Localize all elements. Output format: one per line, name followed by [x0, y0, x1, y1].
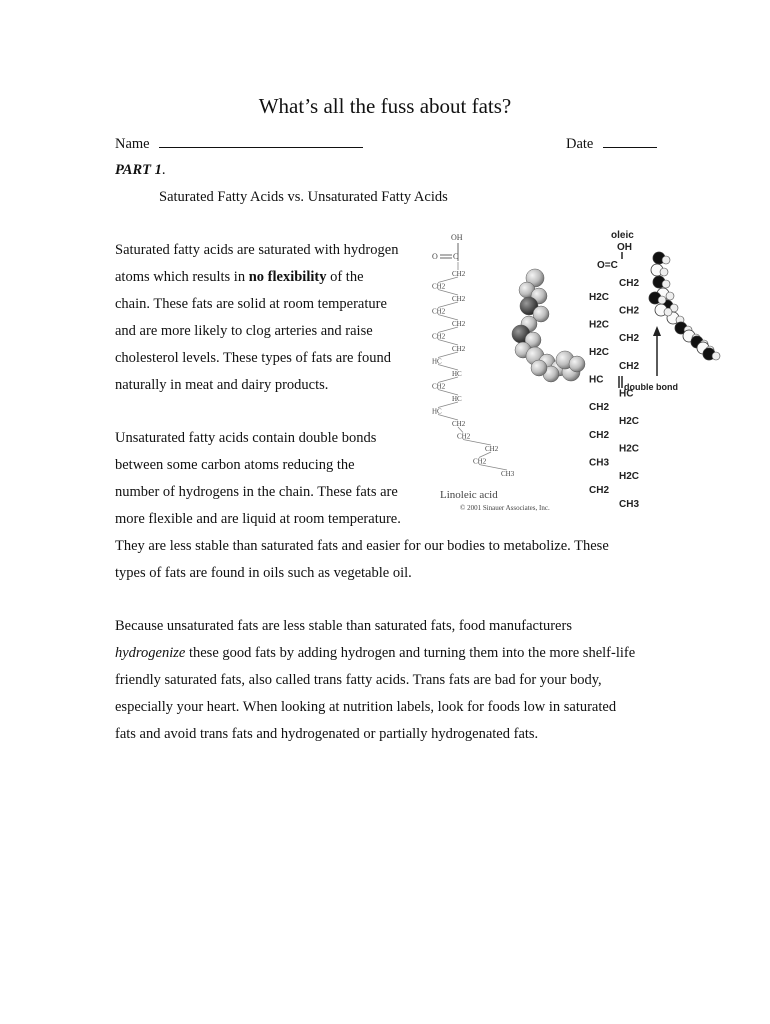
oleic-atom-label: H2C — [589, 291, 610, 303]
carbonyl-o-label: O — [432, 252, 438, 261]
oleic-atom-label: H2C — [589, 319, 610, 331]
hydrogen-sphere — [662, 280, 670, 288]
atom-label: CH2 — [485, 445, 499, 453]
section-subtitle: Saturated Fatty Acids vs. Unsaturated Fatty Acids — [159, 189, 448, 205]
oleic-carbonyl-label: O=C — [597, 260, 618, 271]
atom-sphere — [569, 356, 585, 372]
oleic-atom-label: CH2 — [589, 485, 610, 496]
para3-line: friendly saturated fats, also called trans fatty acids. Trans fats are bad for your body, — [115, 672, 602, 688]
space-filling-model-saturated — [505, 268, 590, 388]
hydrogen-sphere — [660, 268, 668, 276]
atom-label: CH2 — [452, 420, 466, 428]
chain-atom-labels — [432, 270, 515, 478]
oleic-atom-label: CH3 — [589, 457, 610, 469]
emphasis-no-flexibility: no flexibility — [248, 269, 327, 285]
oleic-atom-label: H2C — [619, 416, 640, 427]
oleic-atom-label: HC — [619, 388, 634, 400]
oleic-atom-label: CH2 — [619, 360, 640, 372]
para2-line: between some carbon atoms reducing the — [115, 457, 355, 473]
oleic-atom-label: HC — [589, 374, 604, 386]
hydrogen-sphere — [664, 308, 672, 316]
atom-label: HC — [432, 407, 442, 416]
atom-label: HC — [432, 357, 442, 366]
oleic-oh-label: OH — [617, 242, 632, 253]
hydrogen-sphere — [658, 296, 666, 304]
oh-label: OH — [451, 233, 463, 242]
atom-label: CH2 — [432, 307, 446, 316]
oleic-atom-label: CH2 — [589, 429, 610, 441]
double-bond-label: double bond — [624, 382, 678, 392]
para3-line: Because unsaturated fats are less stable than saturated fats, food manufacturers — [115, 618, 572, 634]
date-blank[interactable] — [603, 135, 657, 148]
oleic-atom-label: CH2 — [619, 333, 640, 345]
name-field — [115, 135, 363, 153]
atom-label: CH2 — [432, 382, 446, 391]
oleic-space-filling-model — [649, 252, 720, 360]
oleic-title: oleic — [611, 230, 634, 241]
atom-label: CH2 — [432, 282, 446, 291]
copyright-credit: © 2001 Sinauer Associates, Inc. — [460, 504, 550, 512]
atom-label: CH2 — [473, 457, 487, 466]
page-title: What’s all the fuss about fats? — [258, 94, 512, 118]
oleic-atom-label: CH3 — [619, 498, 640, 510]
carbon-chain — [438, 262, 507, 470]
part-label: PART 1 — [115, 162, 162, 178]
hydrogen-sphere — [662, 256, 670, 264]
arrow-head-icon — [653, 326, 661, 336]
oleic-atom-label: CH2 — [619, 278, 640, 289]
para2-line: Unsaturated fatty acids contain double bonds — [115, 430, 377, 446]
atom-label: CH2 — [452, 320, 466, 328]
para1-line: naturally in meat and dairy products. — [115, 377, 329, 393]
date-field — [566, 135, 657, 153]
atom-label: HC — [452, 395, 462, 403]
para2-line: types of fats are found in oils such as vegetable oil. — [115, 565, 412, 581]
para1-line: and are more likely to clog arteries and raise — [115, 323, 373, 339]
para2-line: They are less stable than saturated fats and easier for our bodies to metabolize. These — [115, 538, 609, 554]
atom-spheres — [512, 269, 585, 382]
atom-label: CH2 — [457, 432, 471, 441]
para1-line: Saturated fatty acids are saturated with hydrogen — [115, 242, 399, 258]
oleic-atom-label: H2C — [589, 347, 610, 358]
atom-label: CH2 — [452, 270, 466, 278]
atom-label: CH2 — [452, 345, 466, 353]
para3-line: fats and avoid trans fats and hydrogenated or partially hydrogenated fats. — [115, 726, 539, 742]
name-label: Name — [115, 136, 150, 152]
oleic-acid-figure — [585, 226, 725, 516]
oleic-atom-label: H2C — [619, 443, 640, 455]
para3-line: especially your heart. When looking at nutrition labels, look for foods low in saturated — [115, 699, 617, 715]
atom-label: CH3 — [501, 470, 515, 478]
oleic-atom-label: CH2 — [619, 305, 640, 317]
emphasis-hydrogenize: hydrogenize — [115, 645, 186, 661]
atom-label: CH2 — [452, 295, 466, 303]
oleic-atom-label: H2C — [619, 471, 640, 483]
atom-sphere — [531, 360, 547, 376]
name-blank[interactable] — [159, 135, 363, 148]
hydrogen-sphere — [712, 352, 720, 360]
oleic-atom-label: CH2 — [589, 402, 610, 414]
para1-line: atoms which results in no flexibility of the — [115, 269, 364, 285]
atom-label: HC — [452, 370, 462, 378]
oleic-chain-labels — [589, 278, 639, 510]
para2-line: number of hydrogens in the chain. These fats are — [115, 484, 398, 500]
linoleic-acid-caption: Linoleic acid — [440, 489, 498, 501]
atom-label: CH2 — [432, 332, 446, 341]
para3-line: hydrogenize these good fats by adding hydrogen and turning them into the more shelf-life — [115, 645, 636, 661]
para2-line: more flexible and are liquid at room temperature. — [115, 511, 401, 527]
date-label: Date — [566, 136, 594, 152]
hydrogen-sphere — [666, 292, 674, 300]
part-heading: PART 1. — [115, 162, 166, 178]
para1-line: chain. These fats are solid at room temperature — [115, 296, 387, 312]
para1-line: cholesterol levels. These types of fats are found — [115, 350, 391, 366]
carboxyl-c-label: C — [453, 252, 459, 261]
